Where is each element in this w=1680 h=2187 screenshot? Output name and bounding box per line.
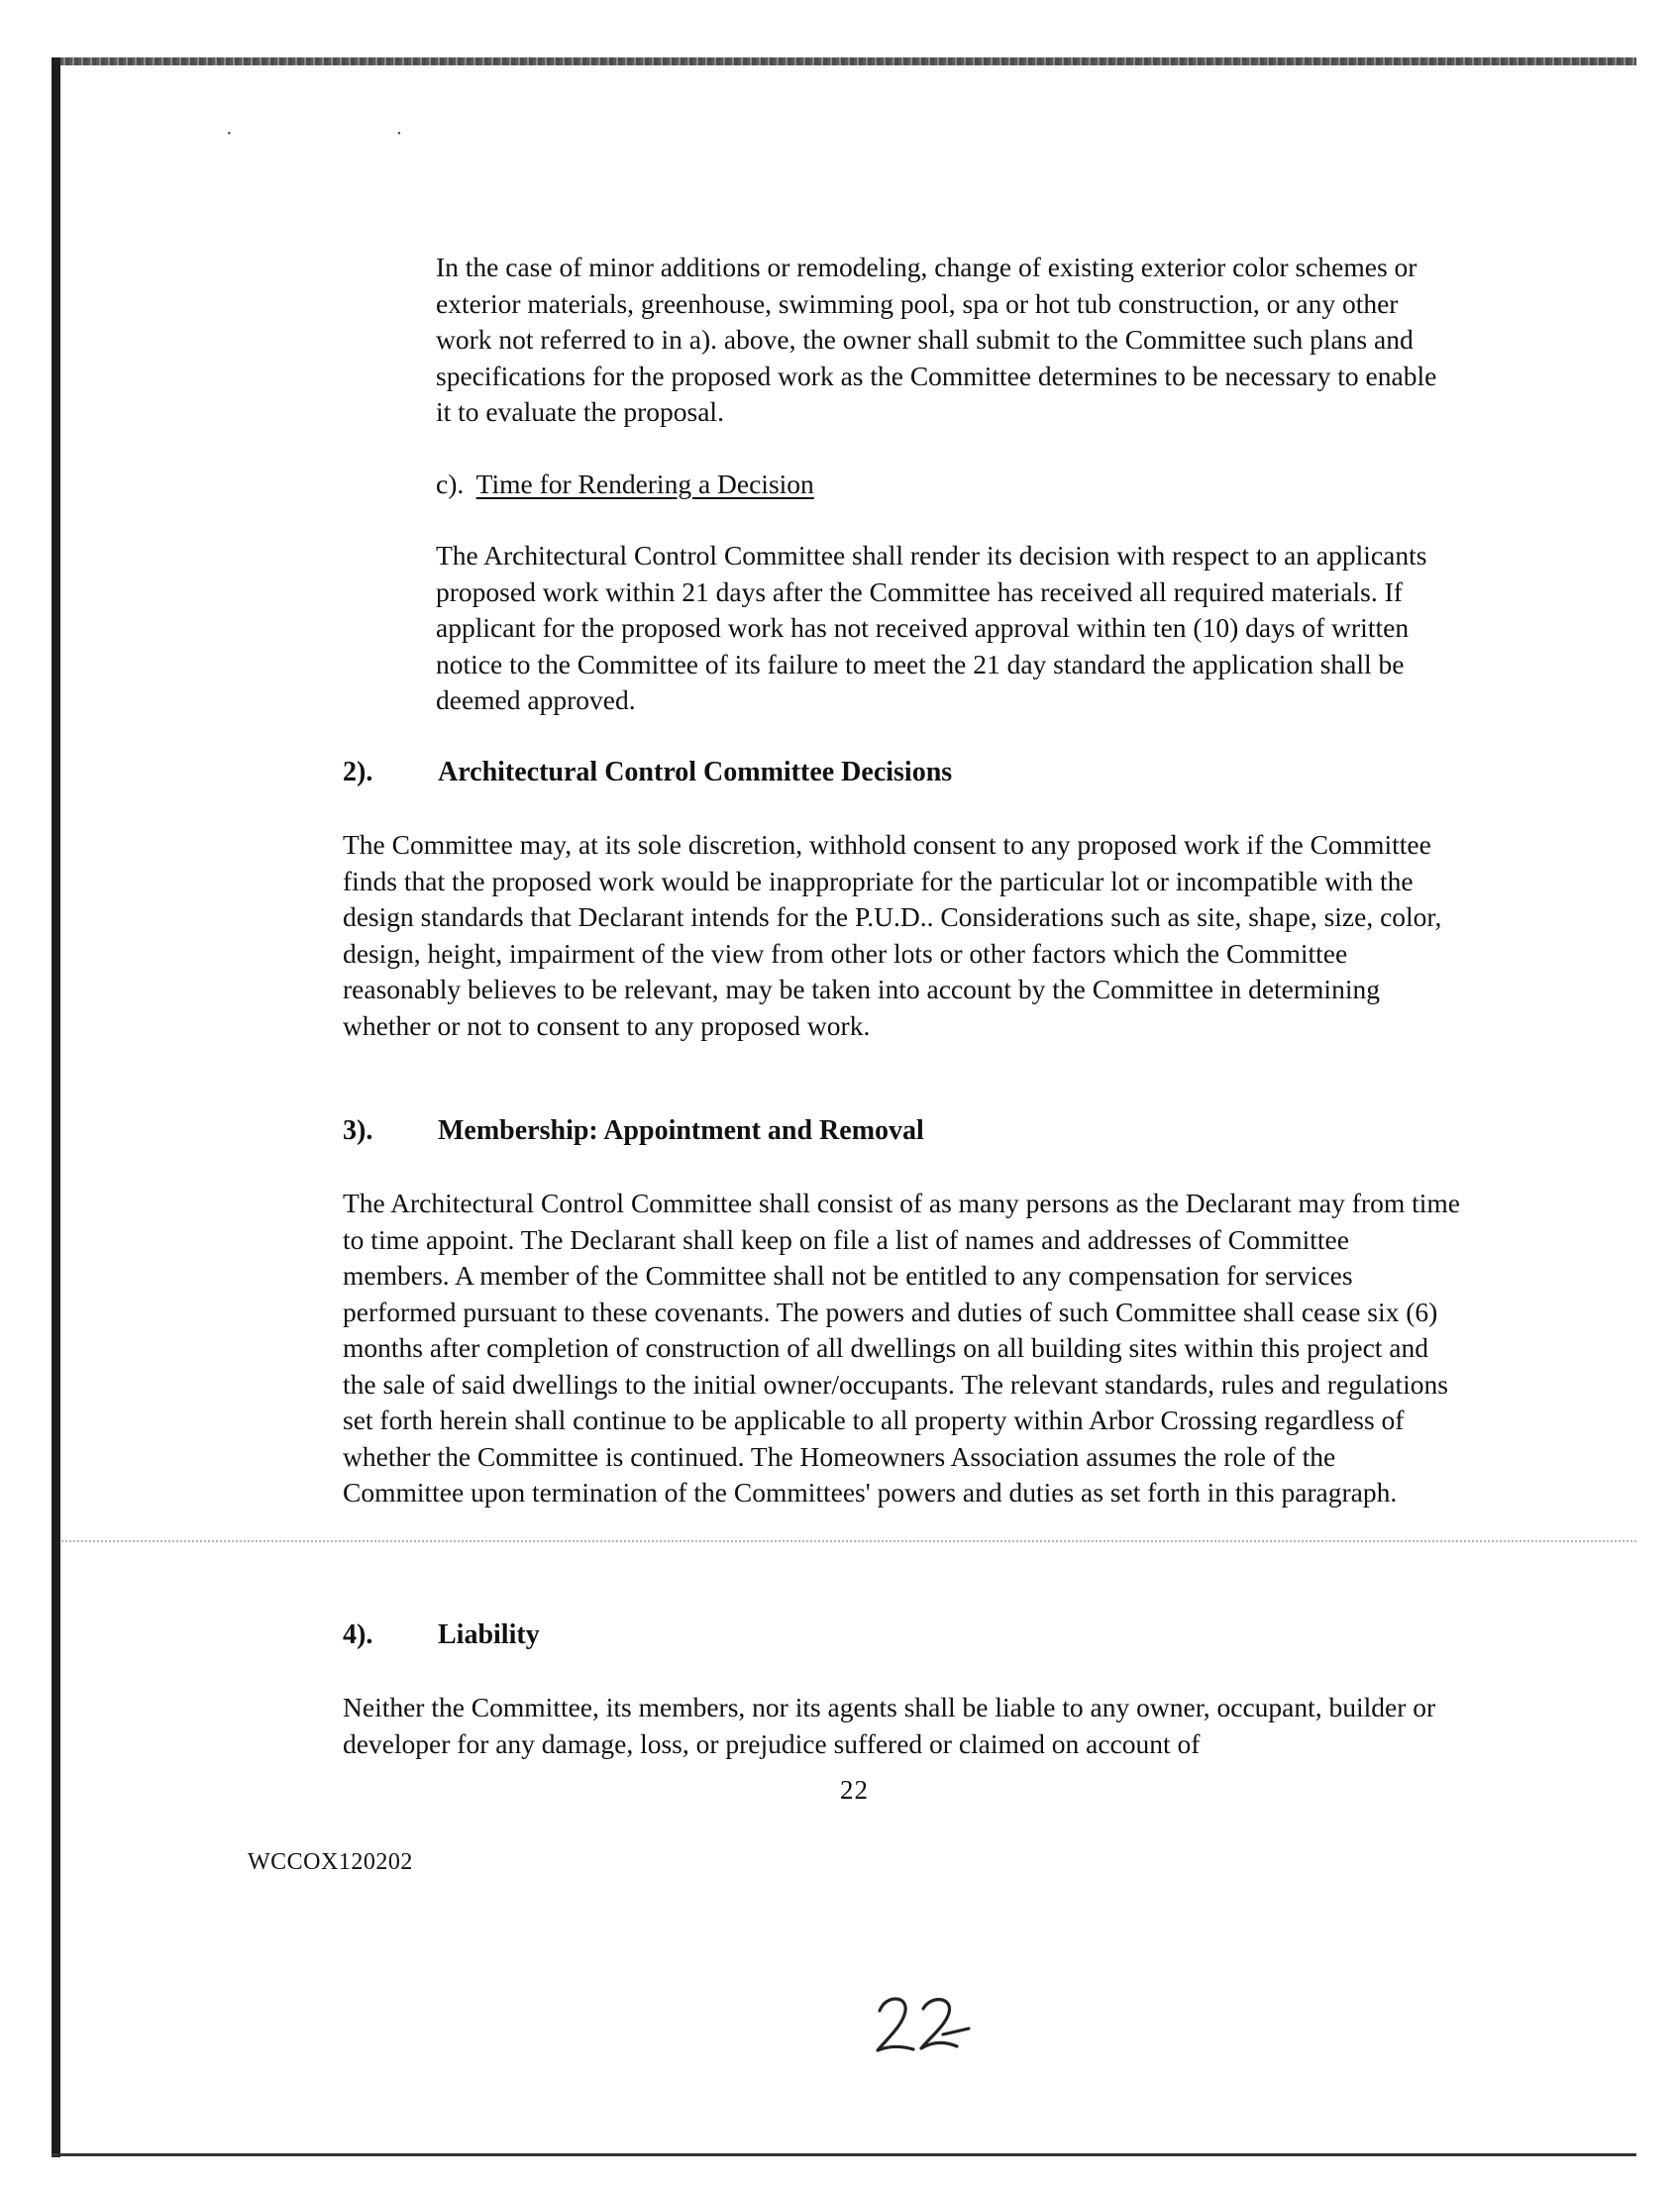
subsection-c-label: c). [436,469,465,499]
document-id: WCCOX120202 [248,1849,413,1875]
section-3-number: 3). [343,1115,373,1146]
subsection-c-heading [436,467,1456,503]
section-4-number: 4). [343,1619,373,1650]
paragraph-b: In the case of minor additions or remodeling, change of existing exterior color schemes or exterior materials, greenhouse, swimming pool, spa or hot tub construction, or any other work not referred to in a). above, the owner shall submit to the Committee such plans and specifications for the proposed work as the Committee determines to be necessary to enable it to evaluate the proposal. [436,252,1437,427]
scan-bottom-edge [52,2153,1636,2156]
section-2-body: The Committee may, at its sole discretion, withhold consent to any proposed work if the Committee finds that the proposed work would be inappropriate for the particular lot or incompatible with the design standards that Declarant intends for the P.U.D.. Considerations such as site, shape, size, color, design, height, impairment of the view from other lots or other factors which the Committee reasonably believes to be relevant, may be taken into account by the Committee in determining whether or not to consent to any proposed work. [343,829,1442,1041]
subsection-c-title: Time for Rendering a Decision [475,469,814,499]
subsection-c-body: The Architectural Control Committee shall render its decision with respect to an applicants proposed work within 21 days after the Committee has received all required materials. If applicant for the proposed work has not received approval within ten (10) days of written notice to the Committee of its failure to meet the 21 day standard the application shall be deemed approved. [436,540,1427,715]
section-2-heading [343,755,952,790]
scan-left-edge [52,57,60,2157]
section-2-number: 2). [343,757,373,787]
section-3-body: The Architectural Control Committee shall consist of as many persons as the Declarant may from time to time appoint. The Declarant shall keep on file a list of names and addresses of Committee members. A member of the Committee shall not be entitled to any compensation for services performed pursuant to these covenants. The powers and duties of such Committee shall cease six (6) months after completion of construction of all dwellings on all building sites within this project and the sale of said dwellings to the initial owner/occupants. The relevant standards, rules and regulations set forth herein shall continue to be applicable to all property within Arbor Crossing regardless of whether the Committee is continued. The Homeowners Association assumes the role of the Committee upon termination of the Committees' powers and duties as set forth in this paragraph. [343,1188,1460,1508]
page-number: 22 [840,1775,869,1805]
scan-dotted-line [61,1540,1636,1542]
section-4-body: Neither the Committee, its members, nor its agents shall be liable to any owner, occupant, builder or developer for any damage, loss, or prejudice suffered or claimed on account of [343,1692,1436,1759]
section-4-heading [343,1617,540,1653]
section-3-heading [343,1113,924,1149]
section-2-title: Architectural Control Committee Decisions [438,757,953,787]
section-3-title: Membership: Appointment and Removal [438,1115,924,1146]
scan-top-edge [52,57,1636,65]
section-4-title: Liability [438,1619,540,1650]
handwritten-page-number [874,1991,973,2067]
scan-specks: · · [226,123,482,145]
